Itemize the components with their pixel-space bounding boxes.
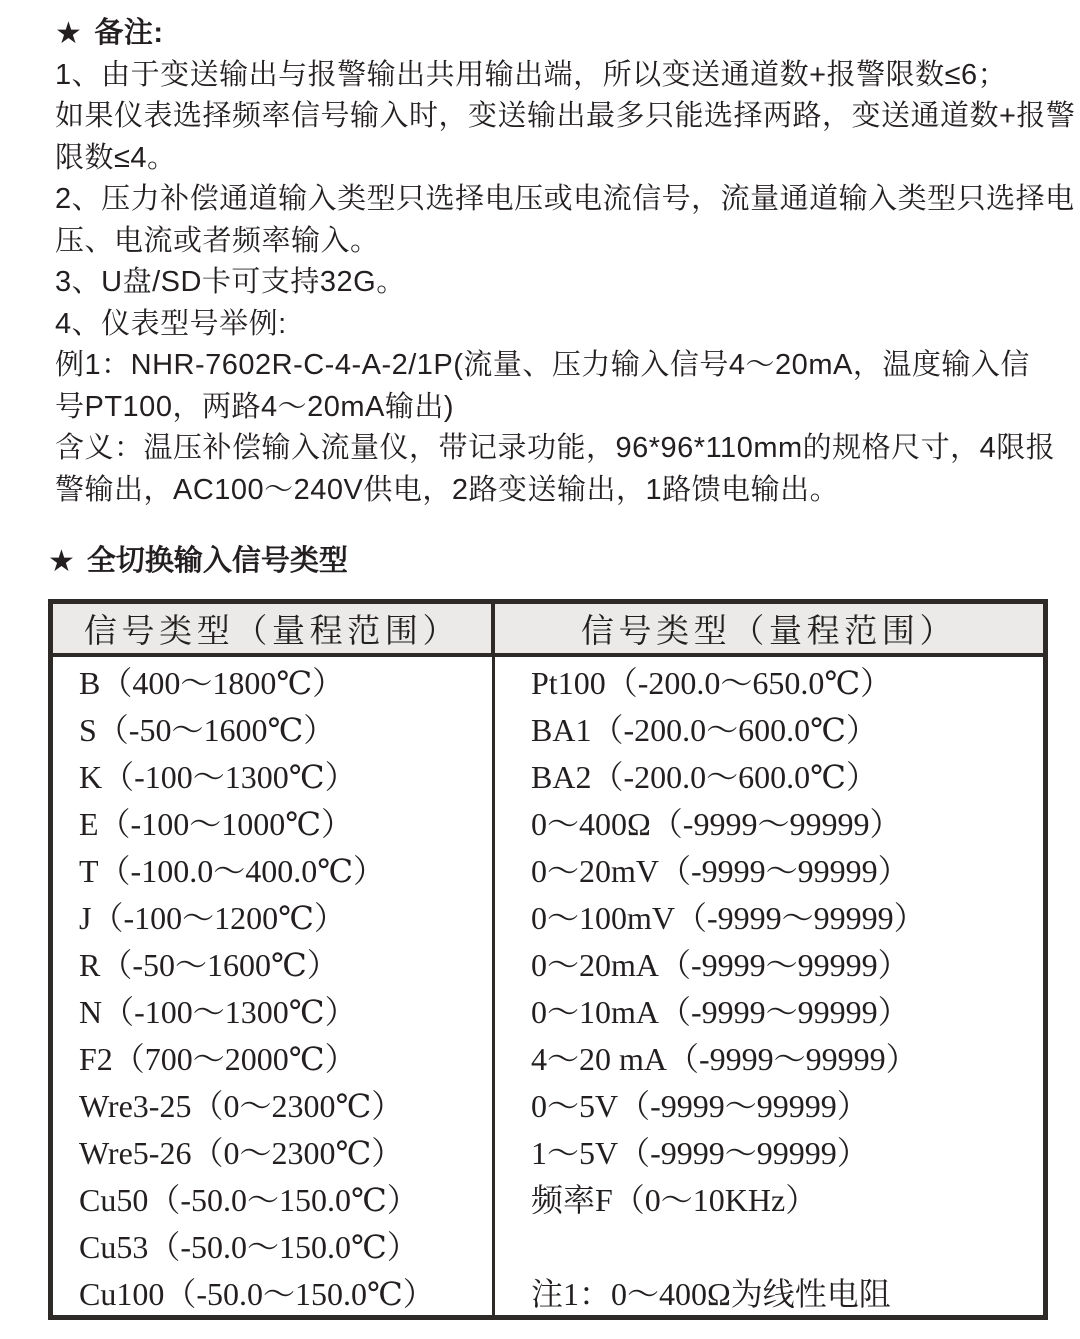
note-line: 如果仪表选择频率信号输入时，变送输出最多只能选择两路，变送通道数+报警 [55,100,1076,132]
note-line: 号PT100，两路4～20mA输出) [55,390,454,423]
table-row [53,845,1043,892]
table-header-right: 信号类型（量程范围） [580,614,958,650]
signal-section-heading [48,540,1050,582]
signal-section-heading-text: 全切换输入信号类型 [86,545,348,577]
table-row [53,657,1043,704]
signal-table [48,599,1048,1320]
note-line: 4、仪表型号举例: [55,307,287,340]
table-row [53,1268,1043,1315]
signal-cell-right: 0～20mV（-9999～99999） [531,852,910,889]
signal-cell-right: 注1：0～400Ω为线性电阻 [531,1275,891,1312]
signal-cell-left: Cu50（-50.0～150.0℃） [53,1174,495,1221]
table-body [53,657,1043,1315]
note-line: 限数≤4。 [55,141,177,174]
table-row [53,892,1043,939]
note-line: 2、压力补偿通道输入类型只选择电压或电流信号，流量通道输入类型只选择电 [55,183,1075,215]
table-row [53,751,1043,798]
signal-cell-right: 0～5V（-9999～99999） [531,1087,869,1124]
signal-cell-left: N（-100～1300℃） [53,986,495,1033]
table-row [53,1080,1043,1127]
signal-cell-left: Wre5-26（0～2300℃） [53,1127,495,1174]
table-row [53,1174,1043,1221]
table-row [53,986,1043,1033]
signal-cell-right: Pt100（-200.0～650.0℃） [531,664,893,701]
signal-cell-left: R（-50～1600℃） [53,939,495,986]
note-line: 3、U盘/SD卡可支持32G。 [55,266,406,298]
signal-cell-right: 0～20mA（-9999～99999） [531,946,910,983]
signal-cell-right: 0～10mA（-9999～99999） [531,993,910,1030]
signal-cell-right: 4～20 mA（-9999～99999） [531,1040,918,1077]
signal-cell-left: T（-100.0～400.0℃） [53,845,495,892]
signal-cell-left: Wre3-25（0～2300℃） [53,1080,495,1127]
signal-cell-right: BA1（-200.0～600.0℃） [531,711,878,748]
note-line: 压、电流或者频率输入。 [55,224,380,257]
table-row [53,704,1043,751]
notes-heading-text: 备注: [94,17,164,49]
signal-cell-left: F2（700～2000℃） [53,1033,495,1080]
table-row [53,1033,1043,1080]
signal-cell-left: K（-100～1300℃） [53,751,495,798]
table-header-row [53,604,1043,657]
signal-cell-left: Cu100（-50.0～150.0℃） [53,1268,495,1315]
signal-cell-left: Cu53（-50.0～150.0℃） [53,1221,495,1268]
note-line: 警输出，AC100～240V供电，2路变送输出，1路馈电输出。 [55,473,840,506]
note-line: 含义：温压补偿输入流量仪，带记录功能，96*96*110mm的规格尺寸，4限报 [55,432,1056,464]
notes-section [55,12,1076,511]
notes-heading [55,12,1050,55]
table-row [53,1221,1043,1268]
signal-cell-left: E（-100～1000℃） [53,798,495,845]
signal-cell-right: 0～400Ω（-9999～99999） [531,805,902,842]
signal-cell-left: S（-50～1600℃） [53,704,495,751]
signal-cell-left: J（-100～1200℃） [53,892,495,939]
signal-cell-left: B（400～1800℃） [53,657,495,704]
note-line: 1、由于变送输出与报警输出共用输出端，所以变送通道数+报警限数≤6； [55,58,1008,91]
note-line: 例1：NHR-7602R-C-4-A-2/1P(流量、压力输入信号4～20mA，温度输入信 [55,349,1030,381]
table-row [53,939,1043,986]
table-row [53,1127,1043,1174]
star-icon: ★ [48,545,75,578]
signal-cell-right: 1～5V（-9999～99999） [531,1134,869,1171]
table-header-left: 信号类型（量程范围） [53,604,495,653]
signal-cell-right: 频率F（0～10KHz） [531,1181,818,1218]
signal-cell-right [495,1221,1043,1268]
signal-cell-right: 0～100mV（-9999～99999） [531,899,926,936]
signal-cell-right: BA2（-200.0～600.0℃） [531,758,878,795]
star-icon: ★ [55,17,83,50]
table-row [53,798,1043,845]
